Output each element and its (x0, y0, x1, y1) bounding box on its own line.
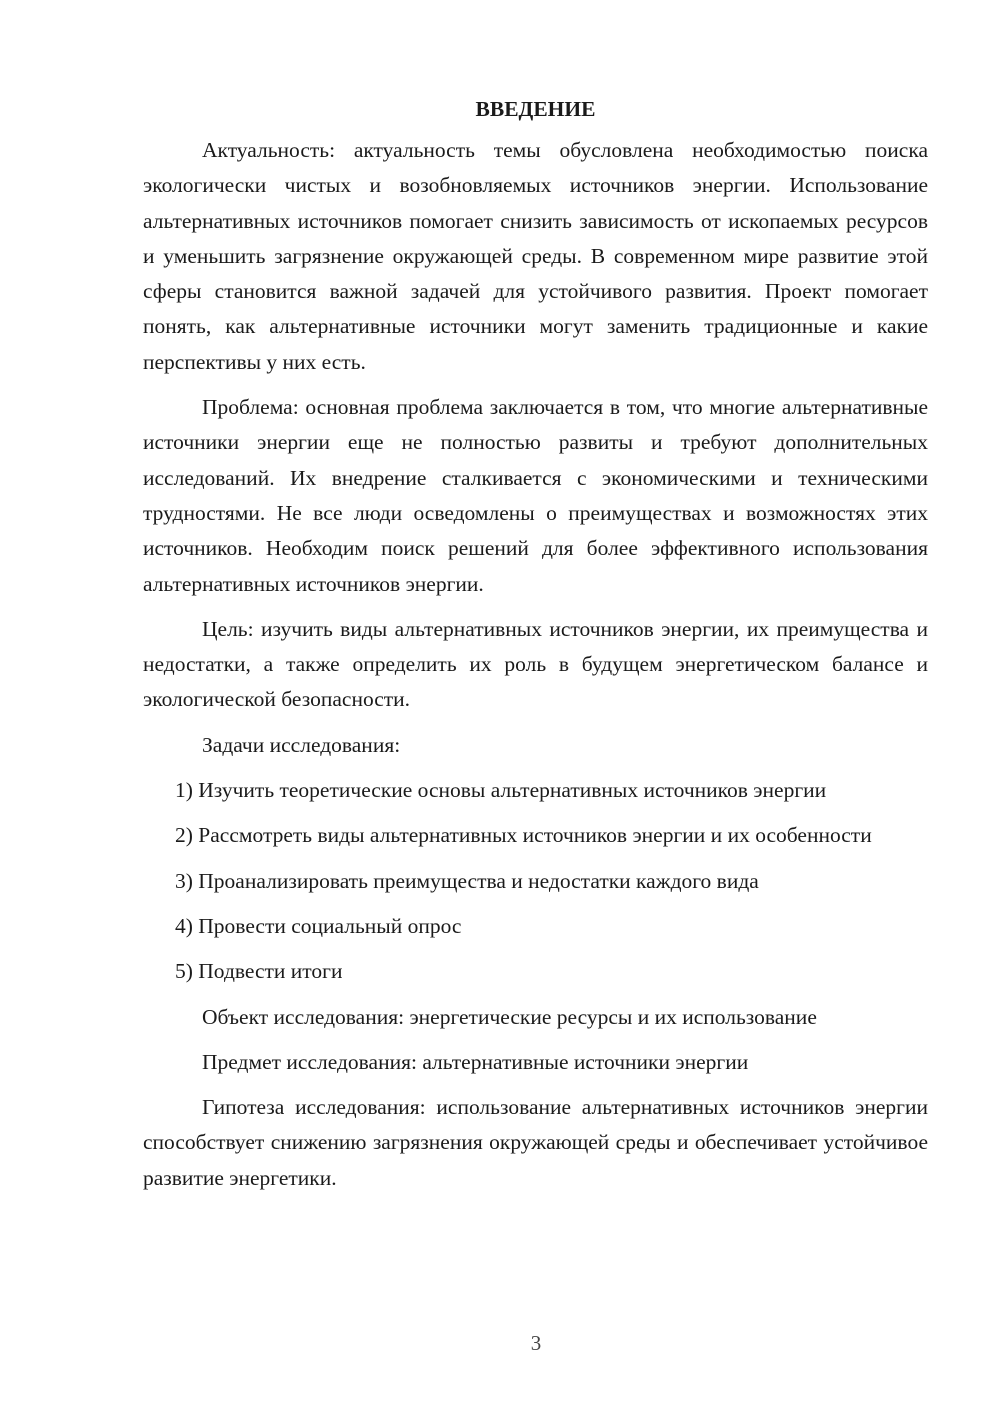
hypothesis-paragraph: Гипотеза исследования: использование альтернативных источников энергии способствует снижению загрязнения окружающей среды и обеспечивает устойчивое развитие энергетики. (143, 1095, 928, 1190)
task-item: 5) Подвести итоги (175, 959, 343, 984)
task-item: 2) Рассмотреть виды альтернативных источников энергии и их особенности (175, 823, 872, 848)
task-item: 1) Изучить теоретические основы альтернативных источников энергии (175, 778, 827, 803)
tasks-heading: Задачи исследования: (202, 732, 401, 757)
research-subject: Предмет исследования: альтернативные источники энергии (202, 1049, 749, 1074)
goal-paragraph: Цель: изучить виды альтернативных источников энергии, их преимущества и недостатки, а также определить их роль в будущем энергетическом балансе и экологической безопасности. (143, 616, 928, 712)
research-object: Объект исследования: энергетические ресурсы и их использование (202, 1004, 817, 1029)
relevance-paragraph: Актуальность: актуальность темы обусловлена необходимостью поиска экологически чистых и возобновляемых источников энергии. Использование альтернативных источников помогает снизить зависимость от ископаемых ресурсов и уменьшить загрязнение окружающей среды. В современном мире развитие этой сферы становится важной задачей для устойчивого развития. Проект помогает понять, как альтернативные источники могут заменить традиционные и какие перспективы у них есть. (143, 138, 928, 374)
section-title: ВВЕДЕНИЕ (475, 97, 596, 121)
task-item: 4) Провести социальный опрос (175, 913, 462, 938)
page-number: 3 (530, 1331, 542, 1355)
problem-paragraph: Проблема: основная проблема заключается в том, что многие альтернативные источники энергии еще не полностью развиты и требуют дополнительных исследований. Их внедрение сталкивается с экономическими и техническими трудностями. Не все люди осведомлены о преимуществах и возможностях этих источников. Необходим поиск решений для более эффективного использования альтернативных источников энергии. (143, 395, 928, 596)
task-item: 3) Проанализировать преимущества и недостатки каждого вида (175, 868, 759, 893)
page-content (143, 92, 928, 1206)
